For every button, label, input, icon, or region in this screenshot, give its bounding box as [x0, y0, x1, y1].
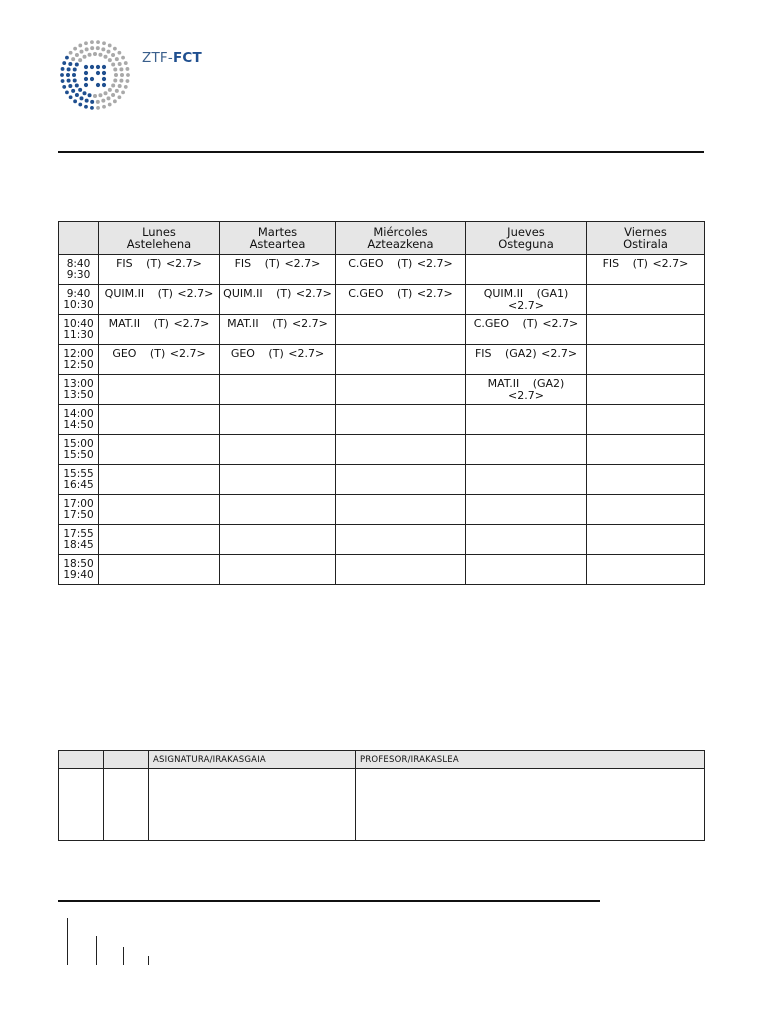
class-cell — [99, 285, 220, 315]
time-end: 9:30 — [66, 269, 91, 281]
time-start: 12:00 — [63, 348, 94, 360]
class-cell — [336, 405, 466, 435]
class-cell — [220, 375, 336, 405]
class-cell — [99, 375, 220, 405]
time-end: 15:50 — [63, 449, 94, 461]
subjects-cell — [149, 769, 356, 841]
class-entry: C.GEO (T) <2.7> — [348, 287, 453, 300]
time-start: 10:40 — [63, 318, 94, 330]
class-cell — [587, 465, 705, 495]
class-cell — [99, 405, 220, 435]
time-slot — [59, 315, 99, 345]
time-end: 11:30 — [63, 329, 94, 341]
class-cell — [466, 555, 587, 585]
time-column-header — [59, 222, 99, 255]
time-start: 17:55 — [63, 528, 94, 540]
schedule-row — [59, 345, 705, 375]
class-cell — [220, 525, 336, 555]
class-cell — [336, 345, 466, 375]
class-cell — [587, 405, 705, 435]
schedule-table — [58, 221, 705, 585]
class-entry: FIS (T) <2.7> — [116, 257, 202, 270]
schedule-row — [59, 285, 705, 315]
class-cell — [220, 435, 336, 465]
class-cell — [336, 315, 466, 345]
subjects-header-row — [59, 751, 705, 769]
class-entry: C.GEO (T) <2.7> — [348, 257, 453, 270]
class-entry: MAT.II (T) <2.7> — [108, 317, 210, 330]
class-cell — [587, 315, 705, 345]
logo-text — [142, 50, 202, 66]
class-cell — [587, 555, 705, 585]
class-cell — [220, 555, 336, 585]
time-slot — [59, 495, 99, 525]
subjects-row — [59, 769, 705, 841]
footer-mark — [67, 918, 68, 965]
class-cell — [336, 255, 466, 285]
class-cell — [466, 285, 587, 315]
class-cell — [466, 465, 587, 495]
subjects-table — [58, 750, 705, 841]
header-divider — [58, 151, 704, 153]
class-cell — [587, 525, 705, 555]
class-cell — [99, 465, 220, 495]
class-entry: C.GEO (T) <2.7> — [473, 317, 579, 330]
class-entry: QUIM.II (T) <2.7> — [104, 287, 214, 300]
schedule-row — [59, 375, 705, 405]
schedule-row — [59, 435, 705, 465]
schedule-header-row — [59, 222, 705, 255]
time-slot — [59, 435, 99, 465]
class-cell — [466, 525, 587, 555]
class-cell — [466, 495, 587, 525]
class-entry: FIS (T) <2.7> — [234, 257, 321, 270]
teacher-column-header: PROFESOR/IRAKASLEA — [356, 751, 705, 769]
time-slot — [59, 525, 99, 555]
day-header: Miércoles Azteazkena — [336, 222, 466, 255]
ztf-fct-logo-icon — [58, 40, 132, 112]
class-cell — [466, 255, 587, 285]
time-slot — [59, 375, 99, 405]
class-cell — [466, 405, 587, 435]
subjects-cell — [356, 769, 705, 841]
subjects-cell — [104, 769, 149, 841]
time-end: 12:50 — [63, 359, 94, 371]
class-cell — [466, 375, 587, 405]
footer-mark — [148, 956, 149, 965]
class-cell — [220, 255, 336, 285]
schedule-row — [59, 255, 705, 285]
class-cell — [587, 345, 705, 375]
class-cell — [587, 255, 705, 285]
day-header: Martes Asteartea — [220, 222, 336, 255]
footer-divider — [58, 900, 600, 902]
time-end: 13:50 — [63, 389, 94, 401]
time-slot — [59, 465, 99, 495]
time-slot — [59, 345, 99, 375]
class-cell — [220, 315, 336, 345]
class-cell — [220, 285, 336, 315]
time-start: 14:00 — [63, 408, 94, 420]
class-cell — [99, 345, 220, 375]
schedule-row — [59, 555, 705, 585]
class-cell — [336, 465, 466, 495]
class-entry: GEO (T) <2.7> — [230, 347, 325, 360]
class-cell — [466, 435, 587, 465]
day-header: Viernes Ostirala — [587, 222, 705, 255]
subjects-header-cell — [104, 751, 149, 769]
time-end: 19:40 — [63, 569, 94, 581]
time-start: 15:55 — [63, 468, 94, 480]
class-entry: QUIM.II (GA1) <2.7> — [483, 287, 569, 312]
time-end: 18:45 — [63, 539, 94, 551]
class-cell — [220, 495, 336, 525]
time-slot — [59, 255, 99, 285]
day-header: Jueves Osteguna — [466, 222, 587, 255]
time-start: 9:40 — [66, 288, 91, 300]
logo-text-ztf: ZTF- — [142, 50, 173, 66]
logo-text-fct: FCT — [172, 50, 202, 66]
schedule-row — [59, 405, 705, 435]
class-cell — [99, 315, 220, 345]
time-start: 13:00 — [63, 378, 94, 390]
subjects-cell — [59, 769, 104, 841]
class-cell — [336, 285, 466, 315]
time-start: 15:00 — [63, 438, 94, 450]
schedule-row — [59, 465, 705, 495]
class-cell — [220, 405, 336, 435]
class-cell — [336, 375, 466, 405]
time-start: 8:40 — [66, 258, 91, 270]
class-entry: MAT.II (GA2) <2.7> — [487, 377, 565, 402]
class-entry: QUIM.II (T) <2.7> — [223, 287, 332, 300]
class-cell — [587, 495, 705, 525]
class-cell — [336, 555, 466, 585]
class-cell — [220, 345, 336, 375]
time-start: 17:00 — [63, 498, 94, 510]
class-cell — [99, 555, 220, 585]
class-cell — [336, 525, 466, 555]
class-cell — [466, 345, 587, 375]
subject-column-header: ASIGNATURA/IRAKASGAIA — [149, 751, 356, 769]
class-entry: FIS (T) <2.7> — [602, 257, 689, 270]
schedule-row — [59, 525, 705, 555]
schedule-row — [59, 315, 705, 345]
time-start: 18:50 — [63, 558, 94, 570]
class-cell — [587, 435, 705, 465]
class-entry: GEO (T) <2.7> — [112, 347, 206, 360]
schedule-row — [59, 495, 705, 525]
day-header: Lunes Astelehena — [99, 222, 220, 255]
time-slot — [59, 405, 99, 435]
time-end: 14:50 — [63, 419, 94, 431]
time-end: 17:50 — [63, 509, 94, 521]
class-cell — [99, 495, 220, 525]
time-slot — [59, 285, 99, 315]
class-cell — [587, 285, 705, 315]
subjects-header-cell — [59, 751, 104, 769]
class-cell — [336, 495, 466, 525]
class-entry: FIS (GA2) <2.7> — [474, 347, 578, 360]
footer-mark — [123, 947, 124, 965]
class-cell — [587, 375, 705, 405]
class-cell — [220, 465, 336, 495]
footer-mark — [96, 936, 97, 965]
class-cell — [99, 525, 220, 555]
time-slot — [59, 555, 99, 585]
class-entry: MAT.II (T) <2.7> — [227, 317, 328, 330]
class-cell — [336, 435, 466, 465]
class-cell — [99, 435, 220, 465]
time-end: 16:45 — [63, 479, 94, 491]
time-end: 10:30 — [63, 299, 94, 311]
class-cell — [466, 315, 587, 345]
class-cell — [99, 255, 220, 285]
